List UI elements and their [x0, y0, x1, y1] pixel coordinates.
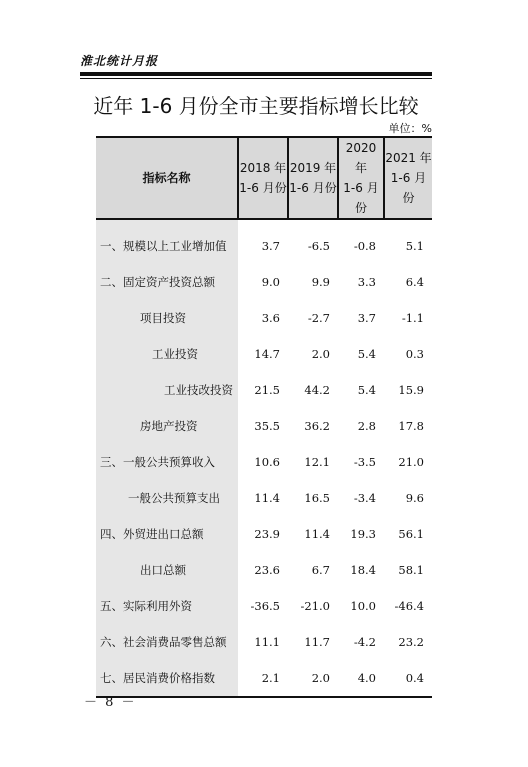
- row-value: 0.4: [384, 660, 432, 697]
- table-row: [96, 336, 432, 372]
- row-value: 12.1: [304, 455, 330, 469]
- header-rule-thin: [80, 78, 432, 79]
- page-number: － 8 －: [84, 695, 137, 710]
- column-header-2021: [384, 137, 432, 219]
- row-value: -3.5: [353, 455, 376, 469]
- row-label: 房地产投资: [96, 408, 238, 444]
- row-value: 2.1: [238, 660, 288, 697]
- row-label: 一般公共预算支出: [96, 480, 238, 516]
- row-label: 项目投资: [96, 300, 238, 336]
- row-value: 6.4: [405, 275, 424, 289]
- row-value: 3.7: [261, 239, 280, 253]
- column-header-period: 1-6 月份: [390, 171, 427, 205]
- column-header-year: 2018 年: [239, 161, 287, 175]
- table-row: [96, 480, 432, 516]
- row-value: 2.0: [311, 347, 330, 361]
- row-label: 七、居民消费价格指数: [96, 660, 238, 697]
- row-value: 36.2: [304, 419, 330, 433]
- indicator-table: [96, 136, 432, 698]
- row-value: 5.4: [357, 347, 376, 361]
- row-value: 17.8: [398, 419, 424, 433]
- row-value: 11.7: [304, 635, 330, 649]
- column-header-2019: [288, 137, 338, 219]
- row-value: 5.1: [405, 239, 424, 253]
- row-label: 六、社会消费品零售总额: [96, 624, 238, 660]
- table-row: [96, 516, 432, 552]
- row-value: -0.8: [353, 239, 376, 253]
- column-header-indicator: 指标名称: [96, 137, 238, 219]
- table-row: [96, 660, 432, 697]
- table-row: [96, 372, 432, 408]
- row-value: -1.1: [401, 311, 424, 325]
- row-value: 44.2: [304, 383, 330, 397]
- table-title: 近年 1-6 月份全市主要指标增长比较: [93, 94, 419, 118]
- table-row: [96, 444, 432, 480]
- row-value: 2.0: [288, 660, 338, 697]
- table-row: [96, 408, 432, 444]
- column-header-year: 2020 年: [345, 141, 377, 175]
- column-header-2018: [238, 137, 288, 219]
- row-value: 9.9: [311, 275, 330, 289]
- row-label: 工业技改投资: [96, 372, 238, 408]
- row-value: 3.6: [261, 311, 280, 325]
- row-value: -46.4: [394, 599, 424, 613]
- column-header-period: 1-6 月份: [289, 181, 337, 195]
- row-value: 18.4: [350, 563, 376, 577]
- row-value: 10.0: [350, 599, 376, 613]
- row-label: 一、规模以上工业增加值: [96, 219, 238, 264]
- row-value: 58.1: [398, 563, 424, 577]
- row-label: 五、实际利用外资: [96, 588, 238, 624]
- row-label: 二、固定资产投资总额: [96, 264, 238, 300]
- row-value: 19.3: [350, 527, 376, 541]
- row-value: 21.0: [398, 455, 424, 469]
- table-row: [96, 624, 432, 660]
- row-value: -21.0: [300, 599, 330, 613]
- column-header-period: 1-6 月份: [343, 181, 379, 215]
- row-value: -6.5: [307, 239, 330, 253]
- column-header-year: 2019 年: [289, 161, 337, 175]
- row-value: 2.8: [357, 419, 376, 433]
- row-value: 4.0: [338, 660, 384, 697]
- column-header-period: 1-6 月份: [239, 181, 287, 195]
- row-value: 11.1: [254, 635, 280, 649]
- row-value: -36.5: [250, 599, 280, 613]
- row-value: 35.5: [254, 419, 280, 433]
- table-row: [96, 300, 432, 336]
- table-row: [96, 264, 432, 300]
- row-value: 15.9: [398, 383, 424, 397]
- row-value: 9.6: [405, 491, 424, 505]
- row-value: 56.1: [398, 527, 424, 541]
- table-header-row: [96, 137, 432, 219]
- row-value: -3.4: [353, 491, 376, 505]
- row-value: 5.4: [357, 383, 376, 397]
- unit-note: 单位：%: [388, 122, 432, 135]
- column-header-2020: [338, 137, 384, 219]
- row-value: 14.7: [254, 347, 280, 361]
- row-value: 16.5: [304, 491, 330, 505]
- row-label: 工业投资: [96, 336, 238, 372]
- row-value: 11.4: [254, 491, 280, 505]
- row-label: 四、外贸进出口总额: [96, 516, 238, 552]
- table-row: [96, 552, 432, 588]
- row-value: 0.3: [405, 347, 424, 361]
- table-row: [96, 588, 432, 624]
- row-value: -4.2: [353, 635, 376, 649]
- row-value: 10.6: [254, 455, 280, 469]
- row-label: 三、一般公共预算收入: [96, 444, 238, 480]
- publication-title: 淮北统计月报: [80, 54, 159, 68]
- row-value: 23.6: [254, 563, 280, 577]
- table-row: [96, 219, 432, 264]
- row-value: 11.4: [304, 527, 330, 541]
- row-value: 6.7: [311, 563, 330, 577]
- row-value: 23.9: [254, 527, 280, 541]
- row-label: 出口总额: [96, 552, 238, 588]
- row-value: 21.5: [254, 383, 280, 397]
- column-header-year: 2021 年: [385, 151, 432, 165]
- table-body: [96, 219, 432, 697]
- row-value: 23.2: [398, 635, 424, 649]
- header-rule-thick: [80, 72, 432, 76]
- row-value: 9.0: [261, 275, 280, 289]
- row-value: -2.7: [307, 311, 330, 325]
- row-value: 3.3: [357, 275, 376, 289]
- row-value: 3.7: [357, 311, 376, 325]
